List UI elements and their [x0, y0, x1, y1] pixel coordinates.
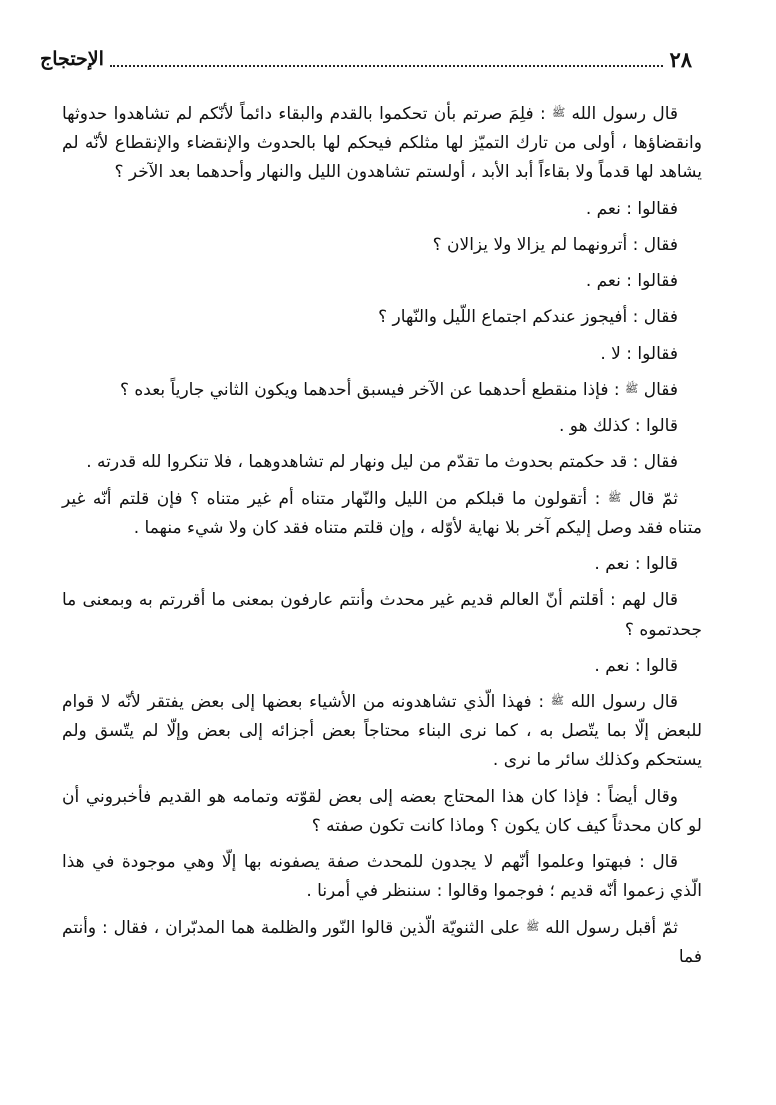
- text-run: على الثنويّة الّذين قالوا النّور والظلمة هما المدبّران ، فقال : وأنتم فما: [62, 917, 702, 967]
- text-run: قالوا : كذلك هو .: [558, 416, 678, 437]
- paragraph: [62, 376, 702, 405]
- text-run: قال رسول الله: [565, 104, 679, 124]
- text-run: : فإذا منقطع أحدهما عن الآخر فيسبق أحدهما ويكون الثاني جارياً بعده ؟: [119, 379, 626, 400]
- text-run: فقال: [638, 379, 678, 400]
- text-run: قال : فبهتوا وعلموا أنّهم لا يجدون للمحدث صفة يصفونه بها إلّا وهي موجودة في هذا الّذي زعموا أنّه قديم ؛ فوجموا وقالوا : سننظر في أمرنا .: [62, 852, 702, 902]
- paragraph: [62, 688, 702, 776]
- paragraph: [62, 340, 702, 369]
- paragraph: [62, 848, 702, 906]
- text-run: وقال أيضاً : فإذا كان هذا المحتاج بعضه إلى بعض لقوّته وتمامه هو القديم فأخبروني أن لو كان محدثاً كيف كان يكون ؟ وماذا كانت تكون صفته ؟: [62, 786, 702, 836]
- running-title: الإحتجاج: [40, 48, 104, 70]
- paragraph: [62, 586, 702, 644]
- honorific-glyph: ﷺ: [551, 106, 566, 119]
- text-run: ثمّ قال: [621, 488, 678, 509]
- text-run: فقالوا : نعم .: [585, 271, 678, 292]
- page-number: ٢٨: [669, 46, 692, 72]
- paragraph: [62, 303, 702, 332]
- paragraph: [62, 195, 702, 224]
- paragraph: [62, 412, 702, 441]
- paragraph: [62, 783, 702, 841]
- honorific-glyph: ﷺ: [607, 490, 622, 504]
- paragraph: [62, 267, 702, 296]
- paragraph: [62, 914, 702, 972]
- text-run: فقالوا : نعم .: [585, 198, 678, 219]
- header-dotted-leader: [110, 51, 664, 67]
- text-run: قال رسول الله: [564, 691, 679, 712]
- text-run: فقال : أفيجوز عندكم اجتماع اللّيل والنّهار ؟: [378, 307, 678, 328]
- text-run: : أتقولون ما قبلكم من الليل والنّهار متناه أم غير متناه ؟ فإن قلتم أنّه غير متناه فقد وصل إليكم آخر بلا نهاية لأوّله ، وإن قلتم متناه فقد كان ولا شيء منهما .: [62, 488, 702, 538]
- text-run: : فلِمَ صرتم بأن تحكموا بالقدم والبقاء دائماً لأنّكم لم تشاهدوا حدوثها وانقضاؤها ، أولى من تارك التميّز لها مثلكم فيحكم لها بالحدوث والإنقضاء والإنقطاع لأنّه لم يشاهد لها قدماً ولا بقاءاً أبد الأبد ، أولستم تشاهدون الليل والنهار وأحدهما بعد الآخر ؟: [62, 104, 702, 183]
- text-run: قال لهم : أقلتم أنّ العالم قديم غير محدث وأنتم عارفون بمعنى ما أقررتم به وبمعنى ما جحدتموه ؟: [62, 590, 702, 640]
- text-run: فقال : قد حكمتم بحدوث ما تقدّم من ليل ونهار لم تشاهدوهما ، فلا تنكروا لله قدرته .: [86, 452, 678, 473]
- text-run: : فهذا الّذي تشاهدونه من الأشياء بعضها إلى بعض يفتقر لأنّه لا قوام للبعض إلّا بما يتّصل به ، كما نرى البناء محتاجاً بعض أجزائه إلى بعض وإلّا لم يتّسق ولم يستحكم وكذلك سائر ما نرى .: [62, 691, 702, 771]
- text-run: ثمّ أقبل رسول الله: [539, 917, 679, 938]
- text-run: قالوا : نعم .: [594, 655, 678, 676]
- paragraph: [62, 231, 702, 260]
- honorific-glyph: ﷺ: [526, 919, 540, 933]
- paragraph: [62, 550, 702, 579]
- paragraph: [62, 100, 702, 188]
- paragraph: [62, 652, 702, 681]
- honorific-glyph: ﷺ: [625, 381, 639, 395]
- paragraph: [62, 485, 702, 543]
- paragraph: [62, 448, 702, 477]
- honorific-glyph: ﷺ: [550, 693, 565, 707]
- running-header: [40, 44, 692, 74]
- page-body: [62, 100, 702, 979]
- text-run: قالوا : نعم .: [594, 554, 678, 575]
- text-run: فقالوا : لا .: [600, 343, 678, 364]
- text-run: فقال : أترونهما لم يزالا ولا يزالان ؟: [432, 234, 678, 255]
